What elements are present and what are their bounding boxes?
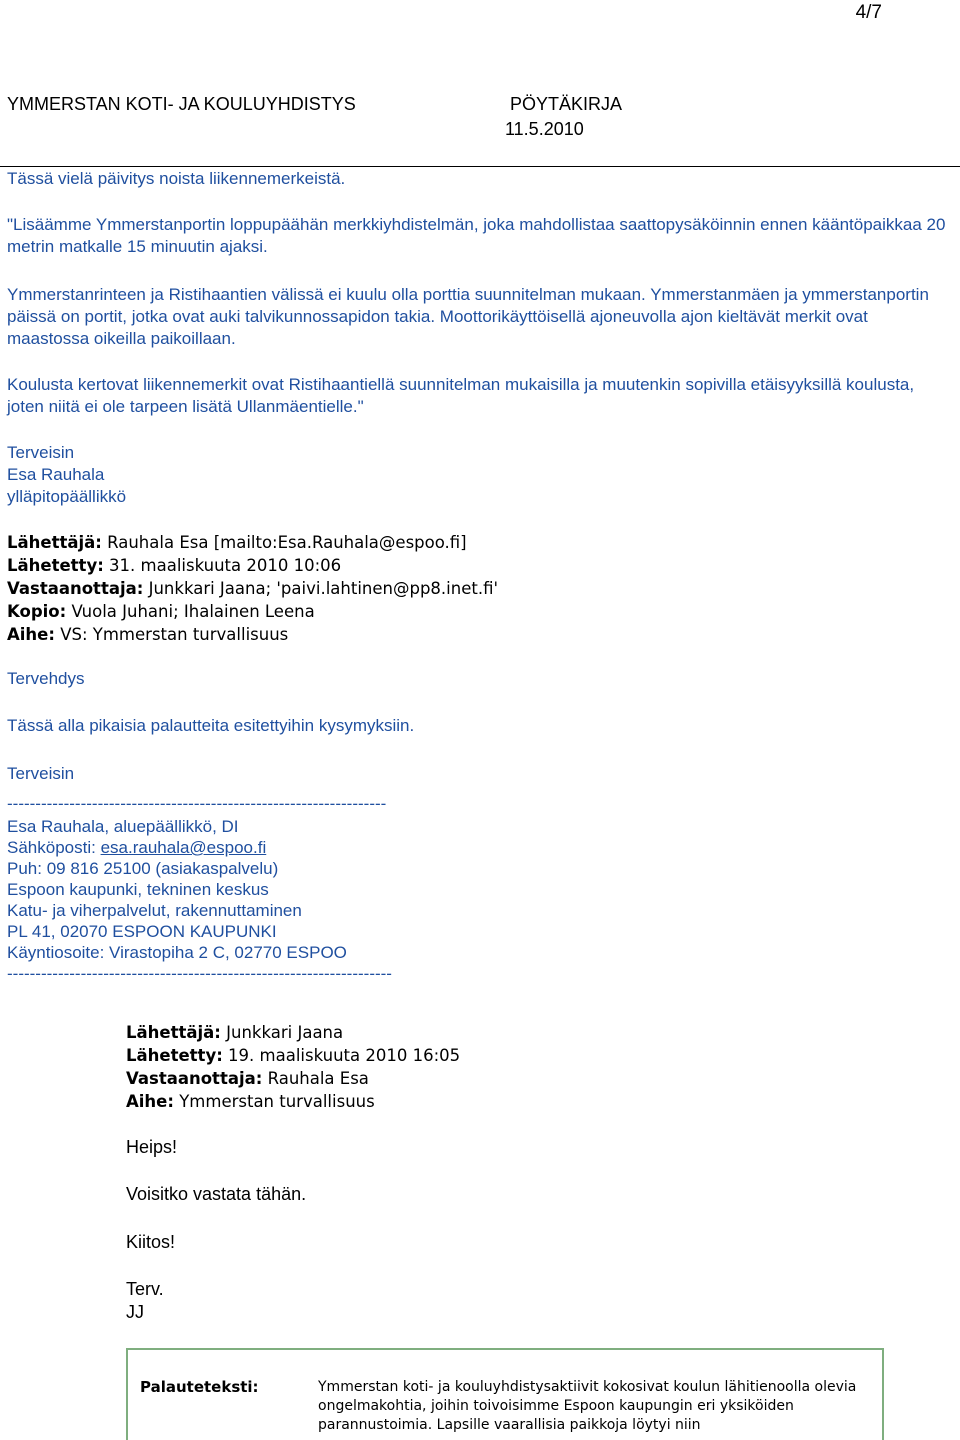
email2-from: [126, 1021, 343, 1044]
signature-visit: Käyntiosoite: Virastopiha 2 C, 02770 ESPOO: [7, 943, 347, 962]
cc-value: Vuola Juhani; Ihalainen Leena: [71, 602, 315, 621]
paragraph-1: "Lisäämme Ymmerstanportin loppupäähän merkkiyhdistelmän, joka mahdollistaa saattopysäköinnin ennen kääntöpaikkaa 20 metrin matkalle 15 minuutin ajaksi.: [7, 215, 946, 256]
reply-closing: Terveisin: [7, 764, 75, 783]
email2-to: [126, 1067, 369, 1090]
sent-label: Lähetetty:: [7, 556, 104, 575]
sent-value: 31. maaliskuuta 2010 10:06: [109, 556, 342, 575]
document-date: 11.5.2010: [505, 119, 584, 139]
header-divider: [0, 166, 960, 167]
email1-cc: [7, 600, 315, 623]
email2-greeting: Heips!: [126, 1137, 178, 1157]
to-value: Junkkari Jaana; 'paivi.lahtinen@pp8.inet.fi': [148, 579, 498, 598]
document-type: PÖYTÄKIRJA: [510, 94, 623, 114]
subject-label: Aihe:: [7, 625, 55, 644]
from-label: Lähettäjä:: [126, 1023, 221, 1042]
email2-request: Voisitko vastata tähän.: [126, 1184, 307, 1204]
email2-initials: JJ: [126, 1302, 144, 1322]
signature-rule-top: -------------------------------------------------------------------: [7, 794, 387, 813]
email2-closing: Terv.: [126, 1279, 164, 1299]
from-value: Rauhala Esa [mailto:Esa.Rauhala@espoo.fi]: [107, 533, 467, 552]
to-label: Vastaanottaja:: [126, 1069, 263, 1088]
cc-label: Kopio:: [7, 602, 67, 621]
intro-paragraph: Tässä vielä päivitys noista liikennemerkeistä.: [7, 169, 346, 188]
sent-value: 19. maaliskuuta 2010 16:05: [228, 1046, 461, 1065]
email2-sent: [126, 1044, 460, 1067]
email1-to: [7, 577, 498, 600]
subject-value: VS: Ymmerstan turvallisuus: [60, 625, 289, 644]
reply-greeting: Tervehdys: [7, 669, 85, 688]
from-label: Lähettäjä:: [7, 533, 102, 552]
closing-greeting: Terveisin: [7, 443, 75, 462]
reply-body: Tässä alla pikaisia palautteita esitettyihin kysymyksiin.: [7, 716, 415, 735]
email1-from: [7, 531, 467, 554]
paragraph-2: Ymmerstanrinteen ja Ristihaantien välissä ei kuulu olla porttia suunnitelman mukaan. Ymmerstanmäen ja ymmerstanportin päissä on portit, jotka ovat auki talvikunnossapidon takia. Moottorikäyttöisellä ajoneuvolla ajon kieltävät merkit ovat maastossa oikeilla paikoillaan.: [7, 285, 929, 348]
email1-sent: [7, 554, 341, 577]
closing-name: Esa Rauhala: [7, 465, 105, 484]
signature-org2: Katu- ja viherpalvelut, rakennuttaminen: [7, 901, 302, 920]
signature-phone: Puh: 09 816 25100 (asiakaspalvelu): [7, 859, 279, 878]
signature-email-link[interactable]: esa.rauhala@espoo.fi: [100, 838, 267, 857]
signature-postal: PL 41, 02070 ESPOON KAUPUNKI: [7, 922, 277, 941]
sent-label: Lähetetty:: [126, 1046, 223, 1065]
closing-title: ylläpitopäällikkö: [7, 487, 127, 506]
feedback-label: Palauteteksti:: [140, 1378, 259, 1396]
signature-org1: Espoon kaupunki, tekninen keskus: [7, 880, 269, 899]
page-number: 4/7: [855, 2, 882, 23]
to-value: Rauhala Esa: [267, 1069, 369, 1088]
signature-name: Esa Rauhala, aluepäällikkö, DI: [7, 817, 239, 836]
subject-label: Aihe:: [126, 1092, 174, 1111]
to-label: Vastaanottaja:: [7, 579, 144, 598]
signature-email-label: Sähköposti:: [7, 838, 96, 857]
paragraph-3: Koulusta kertovat liikennemerkit ovat Ristihaantiellä suunnitelman mukaisilla ja muutenkin sopivilla etäisyyksillä koulusta, joten niitä ei ole tarpeen lisätä Ullanmäentielle.": [7, 375, 915, 416]
feedback-box: [126, 1348, 884, 1440]
signature-email-line: [7, 837, 266, 858]
organization-name: YMMERSTAN KOTI- JA KOULUYHDISTYS: [7, 94, 356, 114]
email2-thanks: Kiitos!: [126, 1232, 176, 1252]
email2-subject: [126, 1090, 375, 1113]
subject-value: Ymmerstan turvallisuus: [179, 1092, 375, 1111]
feedback-text: Ymmerstan koti- ja kouluyhdistysaktiivit kokosivat koulun lähitienoolla olevia ongelmakohtia, joihin toivoisimme Espoon kaupungin eri yksiköiden parannustoimia. Lapsille vaarallisia paikkoja löytyi niin: [318, 1379, 857, 1433]
signature-rule-bottom: --------------------------------------------------------------------: [7, 964, 392, 983]
email1-subject: [7, 623, 288, 646]
from-value: Junkkari Jaana: [226, 1023, 344, 1042]
